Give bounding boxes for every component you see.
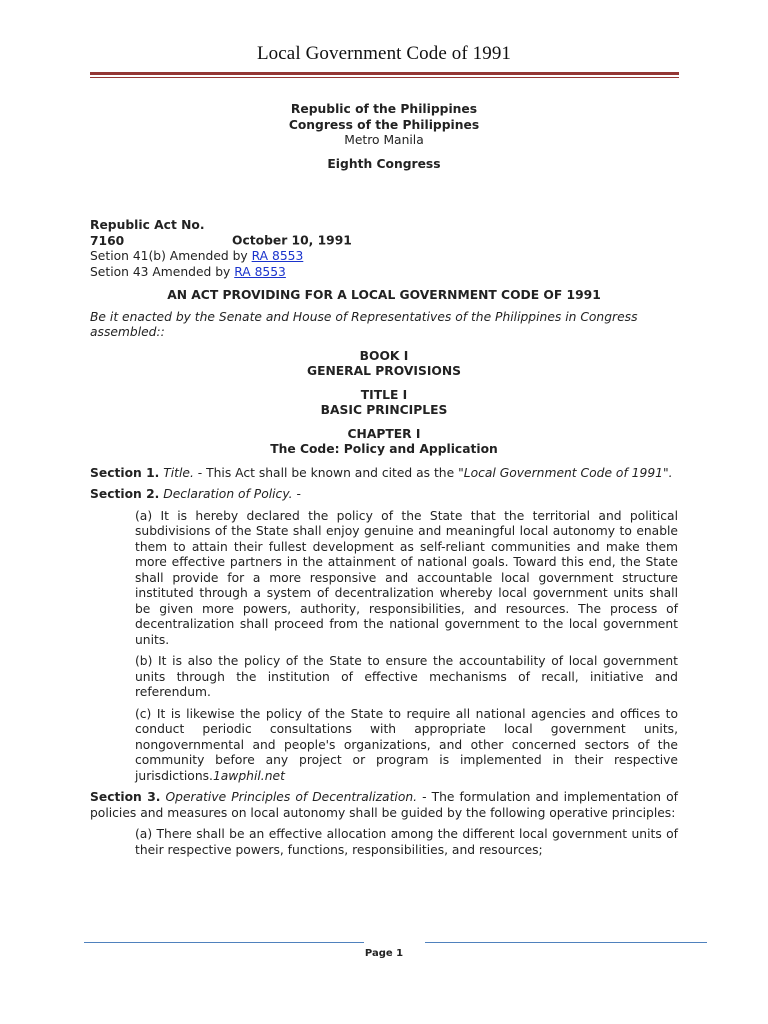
section-1-quote: "Local Government Code of 1991". <box>458 465 673 480</box>
book-title: BOOK I <box>359 348 409 363</box>
section-2 <box>90 487 678 503</box>
book-subtitle: GENERAL PROVISIONS <box>306 364 462 378</box>
amendment-line-1 <box>90 249 678 265</box>
page-number: Page 1 <box>364 948 404 959</box>
section-2-dash: - <box>292 487 301 501</box>
act-date: October 10, 1991 <box>232 233 352 248</box>
intro-metro-manila: Metro Manila <box>344 133 424 147</box>
intro-eighth-congress: Eighth Congress <box>327 156 441 171</box>
section-1-title: Title. <box>163 465 194 480</box>
amendment-line-2 <box>90 265 678 281</box>
header-rule-thick <box>90 72 679 75</box>
act-heading: AN ACT PROVIDING FOR A LOCAL GOVERNMENT CODE OF 1991 <box>167 288 601 302</box>
header-rule-thin <box>90 77 679 78</box>
section-2-paragraph-c-text: (c) It is likewise the policy of the State to require all national agencies and offices to conduct periodic consultations with appropriate local government units, nongovernmental and people's organizations, and other concerned sectors of the community before any project or program is implemented in their respective jurisdictions. <box>135 706 678 783</box>
section-2-paragraph-a: (a) It is hereby declared the policy of the State that the territorial and political subdivisions of the State shall enjoy genuine and meaningful local autonomy to enable them to attain their fullest development as self-reliant communities and make them more effective partners in the attainment of national goals. Toward this end, the State shall provide for a more responsive and accountable local government structure instituted through a system of decentralization whereby local government units shall be given more powers, authority, responsibilities, and resources. The process of decentralization shall proceed from the national government to the local government units. <box>135 508 678 647</box>
amendment-2-text: Setion 43 Amended by <box>90 264 235 279</box>
act-number: Republic Act No. 7160 <box>90 218 205 248</box>
title-subtitle: BASIC PRINCIPLES <box>320 403 448 417</box>
section-2-paragraph-c-tail: 1awphil.net <box>212 768 285 783</box>
footer-rule-left <box>84 942 364 943</box>
intro-congress: Congress of the Philippines <box>288 117 480 132</box>
section-1-text: - This Act shall be known and cited as the <box>193 465 459 480</box>
amendment-1-text: Setion 41(b) Amended by <box>90 249 252 263</box>
document-body <box>90 102 678 858</box>
section-3-paragraph-a: (a) There shall be an effective allocation among the different local government units of their respective powers, functions, responsibilities, and resources; <box>135 827 678 857</box>
section-1-label: Section 1. <box>90 465 160 480</box>
section-2-label: Section 2. <box>90 487 160 501</box>
document-header-title: Local Government Code of 1991 <box>256 43 512 64</box>
section-2-paragraph-b: (b) It is also the policy of the State to ensure the accountability of local government units through the institution of effective mechanisms of recall, initiative and referendum. <box>135 654 678 699</box>
section-3-label: Section 3. <box>90 790 161 804</box>
act-number-row <box>90 218 678 249</box>
chapter-subtitle: The Code: Policy and Application <box>270 442 498 456</box>
section-1 <box>90 466 678 482</box>
amendment-1-link[interactable]: RA 8553 <box>251 249 304 263</box>
enacting-clause: Be it enacted by the Senate and House of Representatives of the Philippines in Congress assembled:: <box>90 309 638 339</box>
section-3-text: - The formulation and implementation of policies and measures on local autonomy shall be guided by the following operative principles: <box>90 790 678 820</box>
chapter-heading: CHAPTER I <box>347 426 421 441</box>
section-2-title: Declaration of Policy. <box>163 487 293 501</box>
intro-republic: Republic of the Philippines <box>290 102 478 116</box>
title-heading: TITLE I <box>360 387 408 402</box>
section-3-title: Operative Principles of Decentralization. <box>165 790 418 804</box>
section-3 <box>90 790 678 821</box>
amendment-2-link[interactable]: RA 8553 <box>234 264 286 279</box>
section-2-paragraph-c <box>135 707 678 785</box>
footer-rule-right <box>425 942 707 943</box>
